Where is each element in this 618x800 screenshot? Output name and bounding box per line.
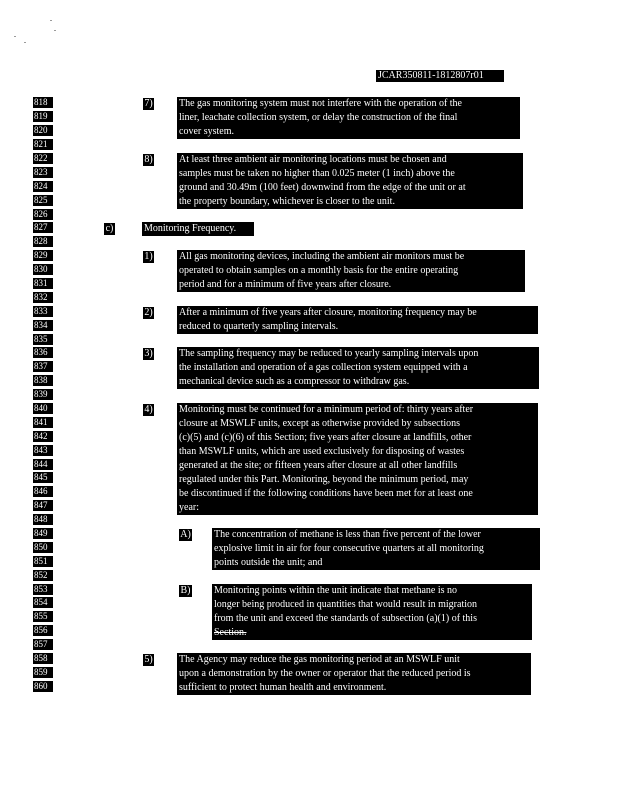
line-number: 835: [33, 334, 53, 345]
text-line: longer being produced in quantities that would result in migration: [214, 599, 478, 610]
line-number: 819: [33, 111, 53, 122]
line-number: 824: [33, 181, 53, 192]
paragraph-item-c4: [177, 403, 538, 515]
paragraph-item-c5: [177, 653, 531, 695]
line-number: 838: [33, 375, 53, 386]
text-line: The gas monitoring system must not interfere with the operation of the: [179, 98, 462, 109]
line-number: 830: [33, 264, 53, 275]
line-number: 859: [33, 667, 53, 678]
line-number: 821: [33, 139, 53, 150]
text-line: At least three ambient air monitoring locations must be chosen and: [179, 154, 447, 165]
text-line: the installation and operation of a gas collection system equipped with a: [179, 362, 468, 373]
text-line: samples must be taken no higher than 0.025 meter (1 inch) above the: [179, 168, 455, 179]
item-marker: 1): [144, 251, 153, 262]
paragraph-item-c4A: [212, 528, 540, 570]
text-line: After a minimum of five years after closure, monitoring frequency may be: [179, 307, 477, 318]
scan-speck: [14, 36, 16, 37]
line-number: 818: [33, 97, 53, 108]
line-number: 823: [33, 167, 53, 178]
item-marker: A): [180, 529, 191, 540]
section-marker: c): [105, 223, 114, 234]
line-number: 851: [33, 556, 53, 567]
paragraph-item-c4B: [212, 584, 532, 640]
item-marker: 4): [144, 404, 153, 415]
line-number: 847: [33, 500, 53, 511]
paragraph-item-c1: [177, 250, 525, 292]
line-number: 856: [33, 625, 53, 636]
text-line: cover system.: [179, 126, 234, 137]
scan-speck: [50, 20, 52, 21]
text-line: than MSWLF units, which are used exclusively for disposing of wastes: [179, 446, 465, 457]
item-marker: 2): [144, 307, 153, 318]
text-line: The sampling frequency may be reduced to yearly sampling intervals upon: [179, 348, 479, 359]
document-code: JCAR350811-1812807r01: [376, 70, 504, 82]
line-number: 858: [33, 653, 53, 664]
text-line: reduced to quarterly sampling intervals.: [179, 321, 339, 332]
text-line: The Agency may reduce the gas monitoring period at an MSWLF unit: [179, 654, 460, 665]
text-line: Monitoring points within the unit indicate that methane is no: [214, 585, 458, 596]
line-number: 836: [33, 347, 53, 358]
item-marker: B): [180, 585, 191, 596]
line-number: 826: [33, 209, 53, 220]
line-number: 844: [33, 459, 53, 470]
line-number: 822: [33, 153, 53, 164]
line-number: 853: [33, 584, 53, 595]
item-marker: 8): [144, 154, 153, 165]
section-title: Monitoring Frequency.: [142, 222, 254, 236]
scan-speck: [54, 30, 56, 31]
text-line: points outside the unit; and: [214, 557, 323, 568]
text-line: regulated under this Part. Monitoring, beyond the minimum period, may: [179, 474, 469, 485]
text-line: operated to obtain samples on a monthly basis for the entire operating: [179, 265, 459, 276]
line-number: 854: [33, 597, 53, 608]
paragraph-item-8: [177, 153, 523, 209]
text-line: sufficient to protect human health and environment.: [179, 682, 387, 693]
line-number: 849: [33, 528, 53, 539]
text-line: year:: [179, 502, 199, 513]
line-number: 860: [33, 681, 53, 692]
line-number: 852: [33, 570, 53, 581]
text-line: be discontinued if the following conditions have been met for at least one: [179, 488, 473, 499]
text-line: Monitoring must be continued for a minimum period of: thirty years after: [179, 404, 474, 415]
line-number: 825: [33, 195, 53, 206]
line-number: 829: [33, 250, 53, 261]
line-number: 820: [33, 125, 53, 136]
text-line: ground and 30.49m (100 feet) downwind from the edge of the unit or at: [179, 182, 466, 193]
text-line: liner, leachate collection system, or delay the construction of the final: [179, 112, 458, 123]
item-marker: 3): [144, 348, 153, 359]
line-number: 850: [33, 542, 53, 553]
text-line-struck: Section.: [214, 627, 247, 638]
line-number: 828: [33, 236, 53, 247]
line-number: 834: [33, 320, 53, 331]
line-number: 846: [33, 486, 53, 497]
text-line: closure at MSWLF units, except as otherwise provided by subsections: [179, 418, 461, 429]
line-number: 857: [33, 639, 53, 650]
paragraph-item-c3: [177, 347, 539, 389]
item-marker: 7): [144, 98, 153, 109]
text-line: explosive limit in air for four consecutive quarters at all monitoring: [214, 543, 484, 554]
line-number: 845: [33, 472, 53, 483]
line-number: 855: [33, 611, 53, 622]
text-line: mechanical device such as a compressor to withdraw gas.: [179, 376, 410, 387]
line-number: 832: [33, 292, 53, 303]
text-line: period and for a minimum of five years after closure.: [179, 279, 392, 290]
line-number: 840: [33, 403, 53, 414]
paragraph-item-c2: [177, 306, 538, 334]
paragraph-item-7: [177, 97, 520, 139]
text-line: The concentration of methane is less than five percent of the lower: [214, 529, 481, 540]
line-number: 839: [33, 389, 53, 400]
line-number: 842: [33, 431, 53, 442]
line-number: 831: [33, 278, 53, 289]
line-number: 841: [33, 417, 53, 428]
text-line: All gas monitoring devices, including the ambient air monitors must be: [179, 251, 465, 262]
line-number: 843: [33, 445, 53, 456]
line-number: 833: [33, 306, 53, 317]
scan-speck: [24, 42, 26, 43]
line-number: 827: [33, 222, 53, 233]
line-number: 837: [33, 361, 53, 372]
text-line: (c)(5) and (c)(6) of this Section; five years after closure at landfills, other: [179, 432, 472, 443]
text-line: the property boundary, whichever is closer to the unit.: [179, 196, 395, 207]
text-line: from the unit and exceed the standards of subsection (a)(1) of this: [214, 613, 477, 624]
item-marker: 5): [144, 654, 153, 665]
text-line: upon a demonstration by the owner or operator that the reduced period is: [179, 668, 471, 679]
line-number: 848: [33, 514, 53, 525]
text-line: generated at the site; or fifteen years after closure at all other landfills: [179, 460, 458, 471]
